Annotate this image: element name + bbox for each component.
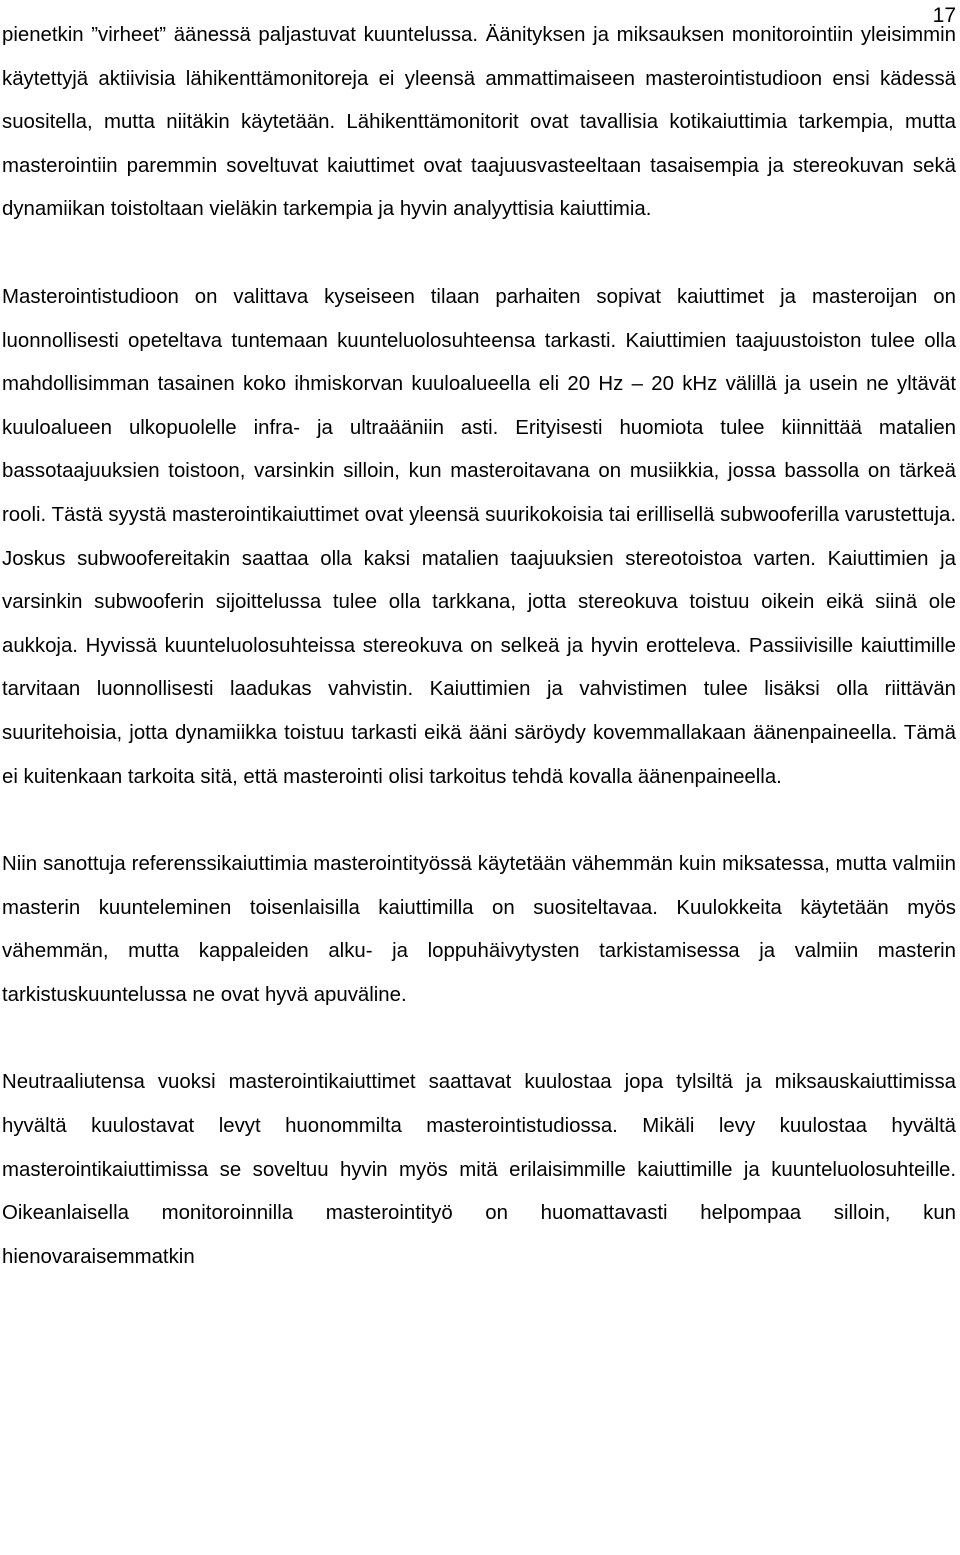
paragraph: pienetkin ”virheet” äänessä paljastuvat kuuntelussa. Äänityksen ja miksauksen monitorointiin yleisimmin käytettyjä aktiivisia lähikenttämonitoreja ei yleensä ammattimaiseen masterointistudioon ensi kädessä suositella, mutta niitäkin käytetään. Lähikenttämonitorit ovat tavallisia kotikaiuttimia tarkempia, mutta masterointiin paremmin soveltuvat kaiuttimet ovat taajuusvasteeltaan tasaisempia ja stereokuvan sekä dynamiikan toistoltaan vieläkin tarkempia ja hyvin analyyttisia kaiuttimia.	[2, 24, 956, 221]
page-number: 17	[932, 4, 956, 27]
paragraph: Niin sanottuja referenssikaiuttimia masterointityössä käytetään vähemmän kuin miksatessa, mutta valmiin masterin kuunteleminen toisenlaisilla kaiuttimilla on suositeltavaa. Kuulokkeita käytetään myös vähemmän, mutta kappaleiden alku- ja loppuhäivytysten tarkistamisessa ja valmiin masterin tarkistuskuuntelussa ne ovat hyvä apuväline.	[2, 853, 956, 1006]
document-body	[2, 14, 956, 1279]
paragraph: Masterointistudioon on valittava kyseiseen tilaan parhaiten sopivat kaiuttimet ja masteroijan on luonnollisesti opeteltava tuntemaan kuunteluolosuhteensa tarkasti. Kaiuttimien taajuustoiston tulee olla mahdollisimman tasainen koko ihmiskorvan kuuloalueella eli 20 Hz – 20 kHz välillä ja usein ne yltävät kuuloalueen ulkopuolelle infra- ja ultraääniin asti. Erityisesti huomiota tulee kiinnittää matalien bassotaajuuksien toistoon, varsinkin silloin, kun masteroitavana on musiikkia, jossa bassolla on tärkeä rooli. Tästä syystä masterointikaiuttimet ovat yleensä suurikokoisia tai erillisellä subwooferilla varustettuja. Joskus subwoofereitakin saattaa olla kaksi matalien taajuuksien stereotoistoa varten. Kaiuttimien ja varsinkin subwooferin sijoittelussa tulee olla tarkkana, jotta stereokuva toistuu oikein eikä siinä ole aukkoja. Hyvissä kuunteluolosuhteissa stereokuva on selkeä ja hyvin erotteleva. Passiivisille kaiuttimille tarvitaan luonnollisesti laadukas vahvistin. Kaiuttimien ja vahvistimen tulee lisäksi olla riittävän suuritehoisia, jotta dynamiikka toistuu tarkasti eikä ääni säröydy kovemmallakaan äänenpaineella. Tämä ei kuitenkaan tarkoita sitä, että masterointi olisi tarkoitus tehdä kovalla äänenpaineella.	[2, 285, 956, 788]
paragraph: Neutraaliutensa vuoksi masterointikaiuttimet saattavat kuulostaa jopa tylsiltä ja miksauskaiuttimissa hyvältä kuulostavat levyt huonommilta masterointistudiossa. Mikäli levy kuulostaa hyvältä masterointikaiuttimissa se soveltuu hyvin myös mitä erilaisimmille kaiuttimille ja kuunteluolosuhteille. Oikeanlaisella monitoroinnilla masterointityö on huomattavasti helpompaa silloin, kun hienovaraisemmatkin	[2, 1071, 956, 1268]
